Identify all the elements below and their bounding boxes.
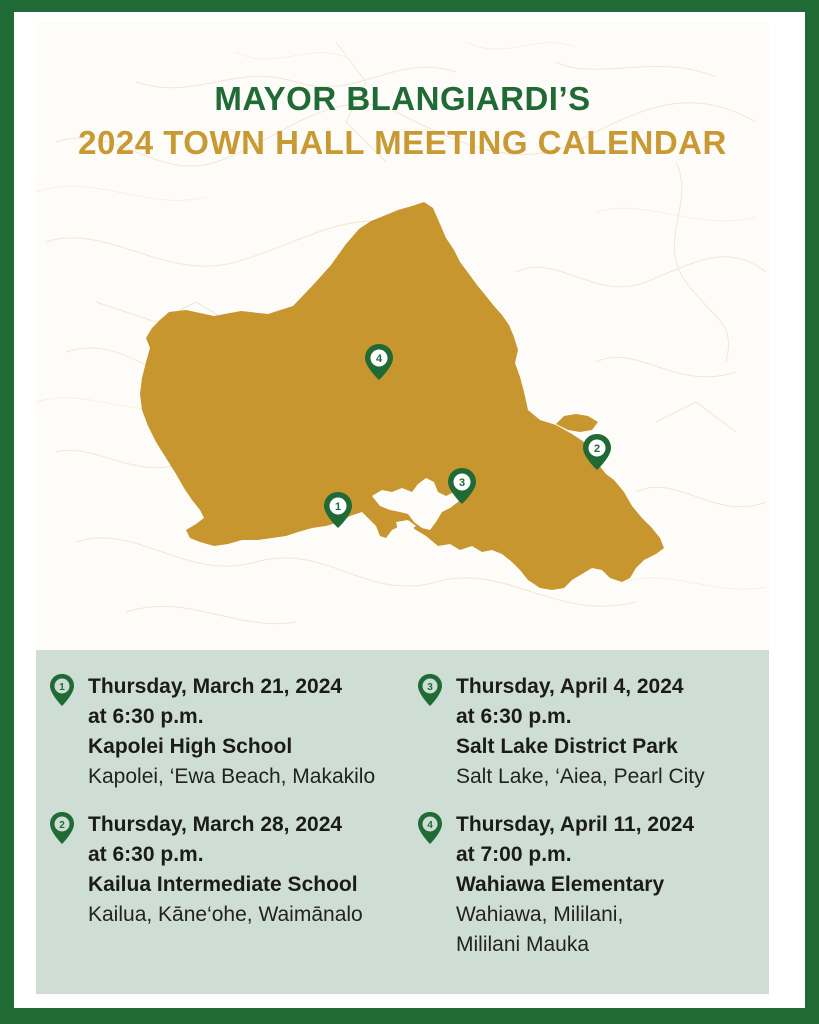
meeting-entry-1 xyxy=(59,672,433,792)
svg-text:2: 2 xyxy=(59,820,65,831)
meeting-areas: Salt Lake, ‘Aiea, Pearl City xyxy=(456,765,705,788)
schedule-panel xyxy=(36,650,769,994)
meeting-entry-4 xyxy=(427,810,779,960)
meeting-areas: Kapolei, ‘Ewa Beach, Makakilo xyxy=(88,765,376,788)
meeting-time: at 7:00 p.m. xyxy=(456,843,572,866)
meeting-date: Thursday, March 28, 2024 xyxy=(88,813,343,836)
svg-text:4: 4 xyxy=(427,820,433,831)
location-pin-icon xyxy=(50,812,74,844)
meeting-time: at 6:30 p.m. xyxy=(88,705,204,728)
meeting-time: at 6:30 p.m. xyxy=(88,843,204,866)
location-pin-icon xyxy=(50,674,74,706)
meeting-areas: Kailua, Kāne‘ohe, Waimānalo xyxy=(88,903,363,926)
location-pin-icon xyxy=(418,812,442,844)
title-line-2: 2024 TOWN HALL MEETING CALENDAR xyxy=(78,124,727,161)
marker-4-label: 4 xyxy=(375,353,383,365)
map-marker-3[interactable] xyxy=(448,468,476,504)
map-markers xyxy=(36,22,769,652)
svg-text:3: 3 xyxy=(427,682,433,693)
svg-text:1: 1 xyxy=(59,682,65,693)
flyer xyxy=(26,12,779,1008)
meeting-venue: Kapolei High School xyxy=(88,735,293,758)
meeting-time: at 6:30 p.m. xyxy=(456,705,572,728)
meeting-date: Thursday, April 4, 2024 xyxy=(456,675,684,698)
meeting-areas-line-2: Mililani Mauka xyxy=(456,933,590,956)
meeting-venue: Salt Lake District Park xyxy=(456,735,678,758)
marker-2-label: 2 xyxy=(593,443,601,455)
marker-1-label: 1 xyxy=(334,501,342,513)
meeting-date: Thursday, April 11, 2024 xyxy=(456,813,695,836)
meeting-areas: Wahiawa, Mililani, xyxy=(456,903,624,926)
meeting-venue: Kailua Intermediate School xyxy=(88,873,358,896)
location-pin-icon xyxy=(418,674,442,706)
marker-3-label: 3 xyxy=(458,477,466,489)
meeting-date: Thursday, March 21, 2024 xyxy=(88,675,343,698)
map-marker-2[interactable] xyxy=(583,434,611,470)
meeting-entry-2 xyxy=(59,810,433,930)
map-marker-4[interactable] xyxy=(365,344,393,380)
meeting-venue: Wahiawa Elementary xyxy=(456,873,665,896)
meeting-entry-3 xyxy=(427,672,779,792)
map-marker-1[interactable] xyxy=(324,492,352,528)
title-line-1: MAYOR BLANGIARDI’S xyxy=(214,80,591,117)
